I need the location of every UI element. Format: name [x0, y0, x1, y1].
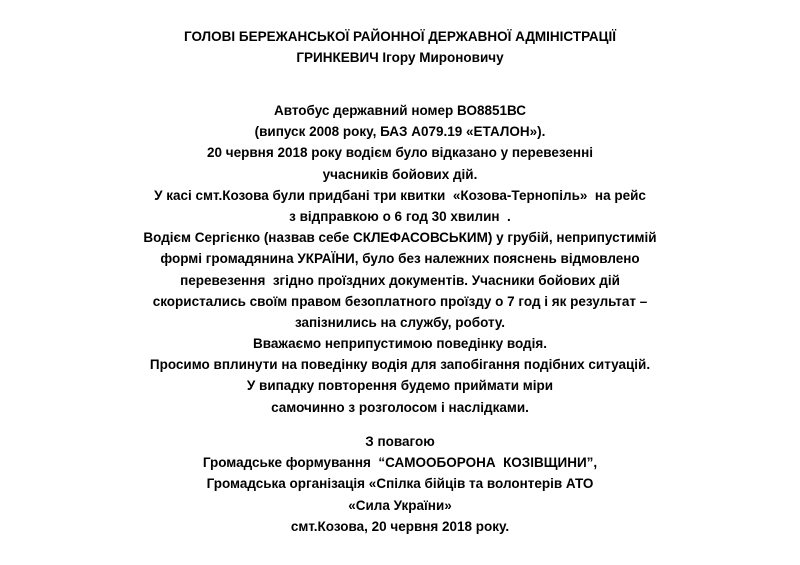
body-line: Просимо вплинути на поведінку водія для запобігання подібних ситуацій.	[149, 357, 651, 373]
body-line: формі громадянина УКРАЇНИ, було без належних пояснень відмовлено	[160, 251, 640, 267]
body-line: У випадку повторення будемо приймати міри	[246, 378, 554, 394]
body-line: самочинно з розголосом і наслідками.	[271, 399, 529, 415]
signature-line: Громадська організація «Спілка бійців та волонтерів АТО	[206, 476, 594, 492]
signature-line: З повагою	[365, 434, 435, 449]
addressee-line: ГОЛОВІ БЕРЕЖАНСЬКОЇ РАЙОННОЇ ДЕРЖАВНОЇ АДМІНІСТРАЦІЇ	[184, 29, 616, 44]
body-line: 20 червня 2018 року водієм було відказано у перевезенні	[207, 145, 593, 161]
body-line: (випуск 2008 року, БАЗ А079.19 «ЕТАЛОН»).	[254, 124, 546, 140]
signature-line: Громадське формування “САМООБОРОНА КОЗІВЩИНИ”,	[202, 455, 598, 471]
body-line: учасників бойових дій.	[322, 166, 478, 182]
body-line: Автобус державний номер ВО8851ВС	[274, 103, 526, 118]
letter-body	[0, 100, 800, 418]
body-line: У касі смт.Козова були придбані три квитки «Козова-Тернопіль» на рейс	[154, 187, 646, 203]
body-line: скористались своїм правом безоплатного проїзду о 7 год і як результат –	[152, 293, 648, 309]
signature-line: смт.Козова, 20 червня 2018 року.	[290, 518, 510, 534]
addressee-line: ГРИНКЕВИЧ Ігору Мироновичу	[296, 50, 504, 66]
body-line: з відправкою о 6 год 30 хвилин .	[289, 208, 511, 224]
addressee-block	[0, 26, 800, 68]
body-line: перевезення згідно проїздних документів. Учасники бойових дій	[180, 272, 620, 288]
body-line: запізнились на службу, роботу.	[294, 314, 506, 330]
signature-block	[0, 431, 800, 537]
body-line: Вважаємо неприпустимою поведінку водія.	[253, 336, 547, 352]
signature-line: «Сила України»	[348, 497, 452, 513]
body-line: Водієм Сергієнко (назвав себе СКЛЕФАСОВСЬКИМ) у грубій, неприпустимій	[143, 230, 657, 246]
